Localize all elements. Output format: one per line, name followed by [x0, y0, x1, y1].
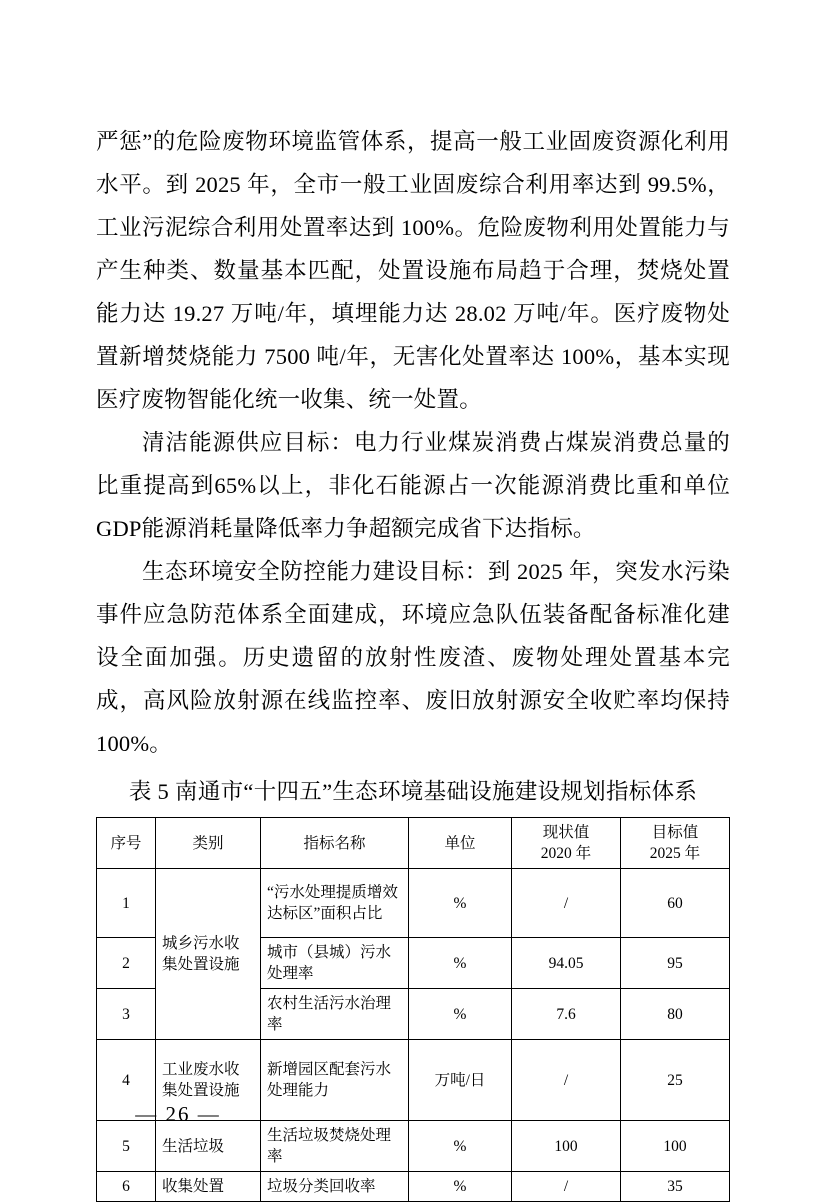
cell-category: 工业废水收集处置设施	[156, 1040, 261, 1121]
cell-no: 1	[97, 869, 156, 938]
cell-target: 35	[621, 1172, 730, 1202]
cell-indicator: 垃圾分类回收率	[261, 1172, 409, 1202]
cell-category: 城乡污水收集处置设施	[156, 869, 261, 1040]
cell-current: /	[512, 869, 621, 938]
cell-target: 80	[621, 989, 730, 1040]
cell-unit: %	[409, 1172, 512, 1202]
cell-current: /	[512, 1040, 621, 1121]
cell-current: 100	[512, 1121, 621, 1172]
cell-no: 5	[97, 1121, 156, 1172]
table-caption: 表 5 南通市“十四五”生态环境基础设施建设规划指标体系	[128, 779, 698, 804]
cell-target: 95	[621, 938, 730, 989]
cell-no: 4	[97, 1040, 156, 1121]
page-number: — 26 —	[135, 1102, 221, 1126]
table-header	[97, 818, 730, 869]
column-header-target	[621, 818, 730, 869]
cell-indicator: 新增园区配套污水处理能力	[261, 1040, 409, 1121]
cell-unit: %	[409, 1121, 512, 1172]
table-row	[97, 1172, 730, 1202]
column-header-indicator: 指标名称	[261, 818, 409, 869]
column-header-no	[97, 818, 156, 869]
cell-target: 25	[621, 1040, 730, 1121]
cell-unit: %	[409, 869, 512, 938]
cell-indicator: 城市（县城）污水处理率	[261, 938, 409, 989]
table-row	[97, 1121, 730, 1172]
paragraph-1: 严惩”的危险废物环境监管体系，提高一般工业固废资源化利用水平。到 2025 年，全市一般工业固废综合利用率达到 99.5%，工业污泥综合利用处置率达到 100%。危险废物利用处置能力与产生种类、数量基本匹配，处置设施布局趋于合理，焚烧处置能力达 19.27 万吨/年，填埋能力达 28.02 万吨/年。医疗废物处置新增焚烧能力 7500 吨/年，无害化处置率达 100%，基本实现医疗废物智能化统一收集、统一处置。	[96, 129, 730, 412]
cell-current: 7.6	[512, 989, 621, 1040]
cell-target: 60	[621, 869, 730, 938]
cell-no: 2	[97, 938, 156, 989]
cell-no: 3	[97, 989, 156, 1040]
cell-category: 生活垃圾	[156, 1121, 261, 1172]
column-header-current-label: 现状值	[542, 824, 590, 841]
paragraph-2: 清洁能源供应目标：电力行业煤炭消费占煤炭消费总量的比重提高到65%以上，非化石能源占一次能源消费比重和单位GDP能源消耗量降低率力争超额完成省下达指标。	[96, 430, 730, 541]
cell-no: 6	[97, 1172, 156, 1202]
table-row	[97, 869, 730, 938]
column-header-category: 类别	[156, 818, 261, 869]
column-header-target-label: 目标值	[651, 824, 699, 841]
column-header-current	[512, 818, 621, 869]
cell-indicator: “污水处理提质增效达标区”面积占比	[261, 869, 409, 938]
cell-unit: %	[409, 989, 512, 1040]
cell-unit: %	[409, 938, 512, 989]
cell-indicator: 农村生活污水治理率	[261, 989, 409, 1040]
column-header-current-year: 2020 年	[540, 845, 592, 862]
cell-current: 94.05	[512, 938, 621, 989]
page-footer	[0, 1102, 826, 1127]
column-header-target-year: 2025 年	[649, 845, 701, 862]
cell-target: 100	[621, 1121, 730, 1172]
table-header-row	[97, 818, 730, 869]
cell-unit: 万吨/日	[409, 1040, 512, 1121]
paragraph-3: 生态环境安全防控能力建设目标：到 2025 年，突发水污染事件应急防范体系全面建成，环境应急队伍装备配备标准化建设全面加强。历史遗留的放射性废渣、废物处理处置基本完成，高风险放射源在线监控率、废旧放射源安全收贮率均保持 100%。	[96, 559, 730, 756]
column-header-no-line1: 序号	[110, 834, 142, 852]
cell-current: /	[512, 1172, 621, 1202]
column-header-unit: 单位	[409, 818, 512, 869]
cell-indicator: 生活垃圾焚烧处理率	[261, 1121, 409, 1172]
cell-category: 收集处置	[156, 1172, 261, 1202]
table-body	[97, 869, 730, 1202]
indicators-table	[96, 817, 730, 1202]
